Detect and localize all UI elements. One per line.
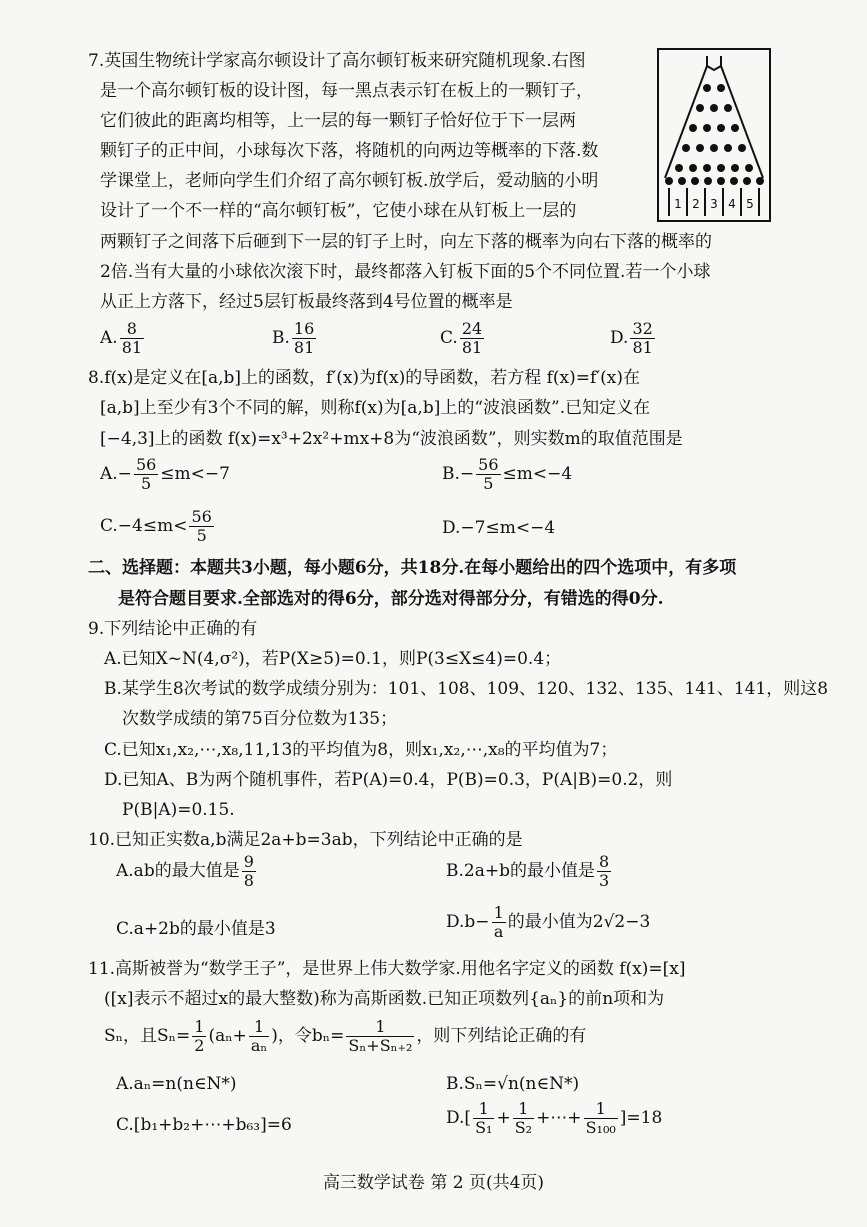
q7-option-d[interactable]	[610, 320, 657, 357]
option-text: ]=18	[619, 1108, 663, 1128]
peg	[756, 177, 764, 185]
fraction-denominator: 5	[483, 474, 494, 493]
q7-option-c[interactable]	[440, 320, 486, 357]
peg	[710, 104, 718, 112]
q11-text: )，令bₙ=	[271, 1026, 345, 1046]
q11-text: Sₙ，且Sₙ=	[104, 1026, 191, 1046]
option-label: B.−	[442, 464, 475, 484]
peg	[678, 177, 686, 185]
fraction-denominator: S₁	[475, 1118, 493, 1137]
fraction-denominator: 5	[196, 526, 207, 545]
peg	[731, 124, 739, 132]
q8-option-c[interactable]	[100, 508, 216, 545]
galton-board-figure	[657, 48, 771, 222]
fraction-numerator: 1	[513, 1100, 534, 1119]
q11-option-d[interactable]: D.[ $\frac{1}{\text{S₁}}$ + $\frac{1}{\text{S₂}}$ +⋯+ $\frac{1}{\text{S₁₀₀}}$ ]=18	[446, 1099, 663, 1137]
peg	[743, 177, 751, 185]
q11-line-3	[104, 1018, 586, 1055]
fraction-denominator: 81	[461, 338, 483, 357]
q7-line-7: 两颗钉子之间落下后砸到下一层的钉子上时，向左下落的概率为向右下落的概率的	[100, 232, 712, 252]
peg	[703, 124, 711, 132]
q10-stem: 10.已知正实数a,b满足2a+b=3ab，下列结论中正确的是	[88, 830, 523, 850]
q9-option-a[interactable]: A.已知X~N(4,σ²)，若P(X≥5)=0.1，则P(3≤X≤4)=0.4；	[104, 649, 562, 669]
peg	[724, 144, 732, 152]
q7-option-a[interactable]	[100, 320, 146, 357]
q10-option-a[interactable]	[116, 853, 258, 890]
fraction-denominator: 81	[632, 338, 653, 357]
fraction-numerator: 1	[346, 1018, 414, 1037]
peg	[724, 104, 732, 112]
peg	[703, 164, 711, 172]
slot-label: 2	[692, 197, 700, 211]
option-label: D.	[610, 328, 629, 348]
q7-line-4: 颗钉子的正中间，小球每次下落，将随机的向两边等概率的下落.数	[100, 141, 599, 161]
option-label: C.	[440, 328, 458, 348]
q9-stem: 9.下列结论中正确的有	[88, 619, 258, 639]
q7-line-5: 学课堂上，老师向学生们介绍了高尔顿钉板.放学后，爱动脑的小明	[100, 171, 599, 191]
peg	[689, 124, 697, 132]
q8-option-d[interactable]: D.−7≤m<−4	[442, 518, 556, 538]
option-label: A.	[100, 328, 118, 348]
peg	[731, 164, 739, 172]
peg	[703, 84, 711, 92]
slot-label: 5	[746, 197, 754, 211]
fraction-numerator: 1	[249, 1018, 269, 1037]
fraction-denominator: 81	[293, 338, 315, 357]
q7-line-8: 2倍.当有大量的小球依次滚下时，最终都落入钉板下面的5个不同位置.若一个小球	[100, 262, 711, 282]
q8-option-b[interactable]	[442, 456, 572, 493]
fraction-denominator: S₁₀₀	[585, 1118, 616, 1137]
q11-text: ，则下列结论正确的有	[416, 1026, 587, 1046]
fraction-numerator: 9	[243, 852, 254, 871]
section2-header-line-2: 是符合题目要求.全部选对的得6分，部分选对得部分分，有错选的得0分.	[118, 589, 664, 609]
fraction-numerator: 1	[473, 1100, 494, 1119]
fraction-numerator: 8	[120, 320, 144, 339]
peg	[689, 164, 697, 172]
peg	[717, 124, 725, 132]
q9-option-b-line-2: 次数学成绩的第75百分位数为135；	[122, 709, 398, 729]
q7-line-1: 7.英国生物统计学家高尔顿设计了高尔顿钉板来研究随机现象.右图	[88, 51, 586, 71]
peg	[738, 144, 746, 152]
slot-label: 1	[674, 197, 682, 211]
peg	[665, 177, 673, 185]
option-text: D.b−	[446, 912, 490, 932]
option-text: A.ab的最大值是	[116, 861, 240, 881]
option-text: 的最小值为2√2−3	[507, 912, 651, 932]
q8-line-1: 8.f(x)是定义在[a,b]上的函数，f′(x)为f(x)的导函数，若方程 f(x)=f′(x)在	[88, 368, 640, 388]
q11-option-c[interactable]: C.[b₁+b₂+⋯+b₆₃]=6	[116, 1115, 292, 1135]
fraction-denominator: Sₙ+Sₙ₊₂	[348, 1036, 413, 1055]
page-footer: 高三数学试卷 第 2 页(共4页)	[322, 1173, 545, 1193]
option-label: A.−	[100, 464, 132, 484]
option-text: ≤m<−4	[502, 464, 573, 484]
fraction-denominator: aₙ	[250, 1036, 268, 1055]
fraction-numerator: 32	[632, 319, 653, 338]
option-text: D.[	[446, 1108, 472, 1128]
fraction-numerator: 8	[598, 852, 610, 871]
peg	[710, 144, 718, 152]
peg	[682, 144, 690, 152]
fraction-denominator: 8	[243, 871, 254, 890]
fraction-numerator: 56	[191, 507, 212, 526]
fraction-denominator: 81	[121, 338, 143, 357]
peg	[717, 177, 725, 185]
fraction-denominator: S₂	[514, 1118, 533, 1137]
slot-label: 4	[728, 197, 736, 211]
fraction-numerator: 24	[461, 319, 483, 338]
fraction-denominator: 3	[598, 871, 610, 890]
q9-option-c[interactable]: C.已知x₁,x₂,⋯,x₈,11,13的平均值为8，则x₁,x₂,⋯,x₈的平均值为7；	[104, 740, 618, 760]
fraction-denominator: 2	[194, 1036, 205, 1055]
fraction-numerator: 1	[194, 1017, 205, 1036]
q9-option-b-line-1[interactable]: B.某学生8次考试的数学成绩分别为：101、108、109、120、132、135、141、141，则这8	[104, 679, 829, 699]
slot-label: 3	[710, 197, 718, 211]
option-label: C.−4≤m<	[100, 516, 188, 536]
q11-line-1: 11.高斯被誉为“数学王子”，是世界上伟大数学家.用他名字定义的函数 f(x)=[x]	[88, 959, 686, 979]
peg	[696, 104, 704, 112]
peg	[691, 177, 699, 185]
q7-option-b[interactable]	[272, 320, 318, 357]
q7-line-9: 从正上方落下，经过5层钉板最终落到4号位置的概率是	[100, 292, 513, 312]
fraction-denominator: 5	[141, 474, 152, 493]
option-text: ≤m<−7	[160, 464, 230, 484]
q11-text: (aₙ+	[208, 1026, 247, 1046]
fraction-denominator: a	[493, 922, 504, 941]
fraction-numerator: 56	[478, 455, 499, 474]
option-label: B.	[272, 328, 290, 348]
q11-line-2: ([x]表示不超过x的最大整数)称为高斯函数.已知正项数列{aₙ}的前n项和为	[104, 989, 665, 1009]
peg	[717, 164, 725, 172]
q10-option-b[interactable]	[446, 853, 613, 890]
peg	[675, 164, 683, 172]
fraction-numerator: 1	[493, 903, 504, 922]
q8-line-3: [−4,3]上的函数 f(x)=x³+2x²+mx+8为“波浪函数”，则实数m的取值范围是	[100, 429, 683, 449]
section2-header-line-1: 二、选择题：本题共3小题，每小题6分，共18分.在每小题给出的四个选项中，有多项	[88, 558, 737, 578]
peg	[730, 177, 738, 185]
q8-option-a[interactable]	[100, 456, 230, 493]
fraction-numerator: 56	[135, 455, 157, 474]
q7-line-3: 它们彼此的距离均相等，上一层的每一颗钉子恰好位于下一层两	[100, 111, 576, 131]
q9-option-d-line-2: P(B|A)=0.15.	[122, 800, 235, 820]
q8-line-2: [a,b]上至少有3个不同的解，则称f(x)为[a,b]上的“波浪函数”.已知定义在	[100, 398, 651, 418]
peg	[696, 144, 704, 152]
peg	[745, 164, 753, 172]
q9-option-d-line-1[interactable]: D.已知A、B为两个随机事件，若P(A)=0.4，P(B)=0.3，P(A|B)=0.2，则	[104, 770, 673, 790]
q7-line-2: 是一个高尔顿钉板的设计图，每一黑点表示钉在板上的一颗钉子，	[100, 81, 593, 101]
q11-option-b[interactable]: B.Sₙ=√n(n∈N*)	[446, 1074, 580, 1094]
fraction-numerator: 16	[293, 319, 315, 338]
q7-line-6: 设计了一个不一样的“高尔顿钉板”，它使小球在从钉板上一层的	[100, 201, 577, 221]
q10-option-d[interactable]	[446, 904, 650, 941]
option-text: B.2a+b的最小值是	[446, 861, 595, 881]
q10-option-c[interactable]: C.a+2b的最小值是3	[116, 919, 276, 939]
fraction-numerator: 1	[584, 1100, 618, 1119]
peg	[704, 177, 712, 185]
q11-option-a[interactable]: A.aₙ=n(n∈N*)	[116, 1074, 237, 1094]
peg	[717, 84, 725, 92]
